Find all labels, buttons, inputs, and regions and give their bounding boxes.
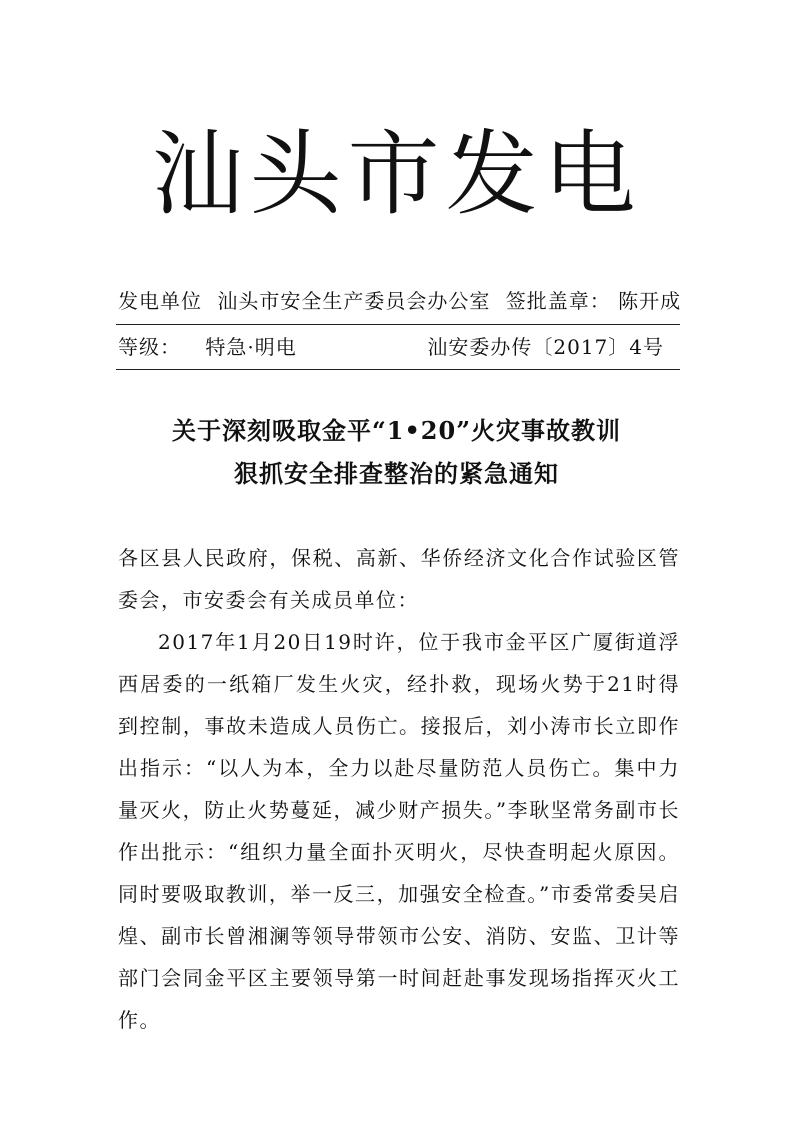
grade-label: 等级： — [118, 335, 181, 359]
document-body — [118, 537, 680, 1041]
header-divider-bottom — [116, 369, 680, 370]
salutation: 各区县人民政府，保税、高新、华侨经济文化合作试验区管委会，市安委会有关成员单位： — [118, 546, 680, 612]
document-number: 汕安委办传〔2017〕4号 — [427, 335, 664, 359]
grade-value: 特急·明电 — [205, 335, 297, 359]
signer-label: 签批盖章： — [505, 289, 611, 313]
masthead-title: 汕头市发电 — [151, 121, 642, 228]
document-title-line-2: 狠抓安全排查整治的紧急通知 — [234, 459, 559, 488]
body-paragraph-1: 2017年1月20日19时许，位于我市金平区广厦街道浮西居委的一纸箱厂发生火灾，经扑救，现场火势于21时得到控制，事故未造成人员伤亡。接报后，刘小涛市长立即作出指示：“以人为本，全力以赴尽量防范人员伤亡。集中力量灭火，防止火势蔓延，减少财产损失。”李耿坚常务副市长作出批示：“组织力量全面扑灭明火，尽快查明起火原因。同时要吸取教训，举一反三，加强安全检查。”市委常委吴启煌、副市长曾湘澜等领导带领市公安、消防、安监、卫计等部门会同金平区主要领导第一时间赶赴事发现场指挥灭火工作。 — [118, 630, 680, 1032]
signer-value: 陈开成 — [618, 289, 682, 313]
issuer-row — [118, 286, 680, 316]
issuer-value: 汕头市安全生产委员会办公室 — [217, 289, 491, 313]
document-title-line-1: 关于深刻吸取金平“1•20”火灾事故教训 — [171, 416, 622, 445]
issuer-label: 发电单位 — [118, 289, 202, 313]
header-divider-top — [116, 324, 680, 325]
grade-row — [118, 332, 678, 362]
